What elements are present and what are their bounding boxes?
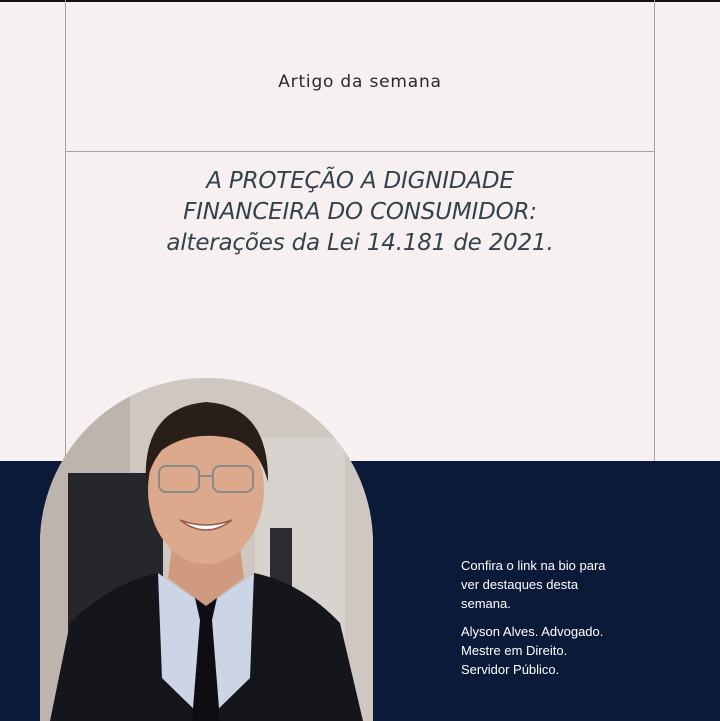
top-border: [0, 0, 720, 2]
frame-divider: [65, 151, 655, 152]
title-line-1: A PROTEÇÃO A DIGNIDADE: [206, 168, 514, 194]
cta-line-3: semana.: [461, 596, 511, 611]
author-line-3: Servidor Público.: [461, 662, 560, 677]
section-kicker: Artigo da semana: [278, 72, 442, 92]
author-photo: [40, 378, 373, 721]
author-bio: [461, 622, 661, 679]
author-line-1: Alyson Alves. Advogado.: [461, 624, 604, 639]
author-line-2: Mestre em Direito.: [461, 643, 568, 658]
cta-line-1: Confira o link na bio para: [461, 558, 606, 573]
title-line-3: alterações da Lei 14.181 de 2021.: [166, 230, 554, 256]
cta-line-2: ver destaques desta: [461, 577, 579, 592]
cta-text: [461, 556, 661, 613]
title-line-2: FINANCEIRA DO CONSUMIDOR:: [183, 199, 537, 225]
article-title: [65, 166, 655, 259]
